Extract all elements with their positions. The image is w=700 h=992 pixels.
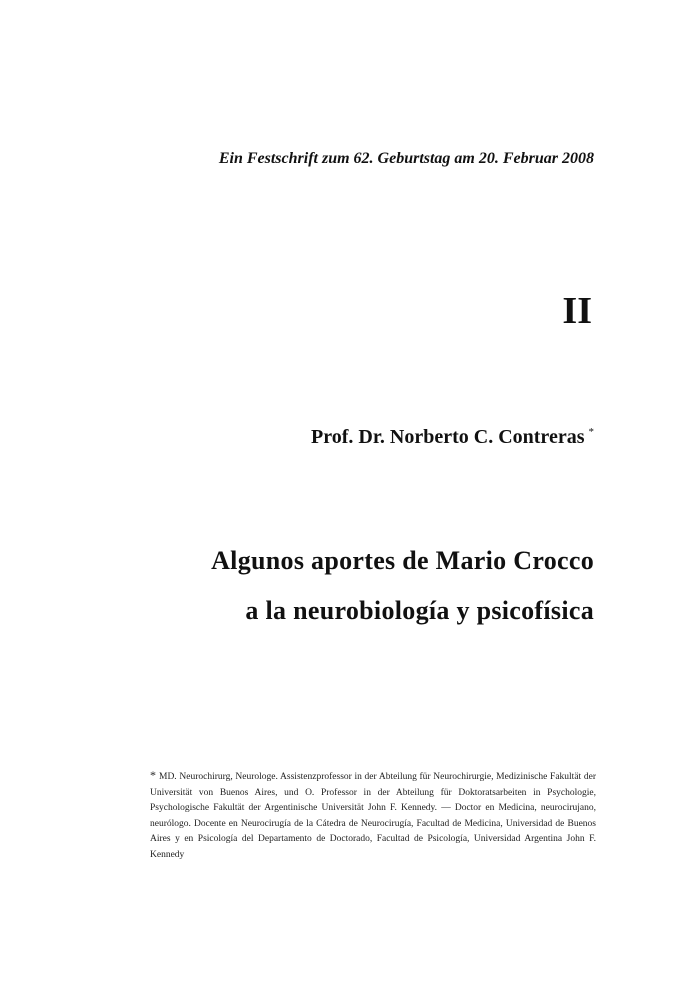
chapter-title-line-2: a la neurobiología y psicofísica <box>245 596 594 625</box>
dedication-line: Ein Festschrift zum 62. Geburtstag am 20. Februar 2008 <box>218 150 594 167</box>
author-footnote <box>150 770 596 863</box>
footnote-mark: * <box>150 768 156 782</box>
footnote-text: MD. Neurochirurg, Neurologe. Assistenzprofessor in der Abteilung für Neurochirurgie, Medizinische Fakultät der Universität von Buenos Aires, und O. Professor in der Abteilung für Doktoratsarbeiten in Psychologie, Psychologische Fakultät der Argentinische Universität John F. Kennedy. — Doctor en Medicina, neurocirujano, neurólogo. Docente en Neurocirugía de la Cátedra de Neurocirugía, Facultad de Medicina, Universidad de Buenos Aires y en Psicología del Departamento de Doctorado, Facultad de Psicología, Universidad Argentina John F. Kennedy <box>150 772 596 860</box>
author-line <box>311 426 594 449</box>
author-name: Prof. Dr. Norberto C. Contreras <box>311 426 585 448</box>
chapter-title <box>114 536 594 636</box>
part-number: II <box>562 290 592 332</box>
chapter-title-line-1: Algunos aportes de Mario Crocco <box>211 546 594 575</box>
author-footnote-mark: * <box>588 426 594 439</box>
